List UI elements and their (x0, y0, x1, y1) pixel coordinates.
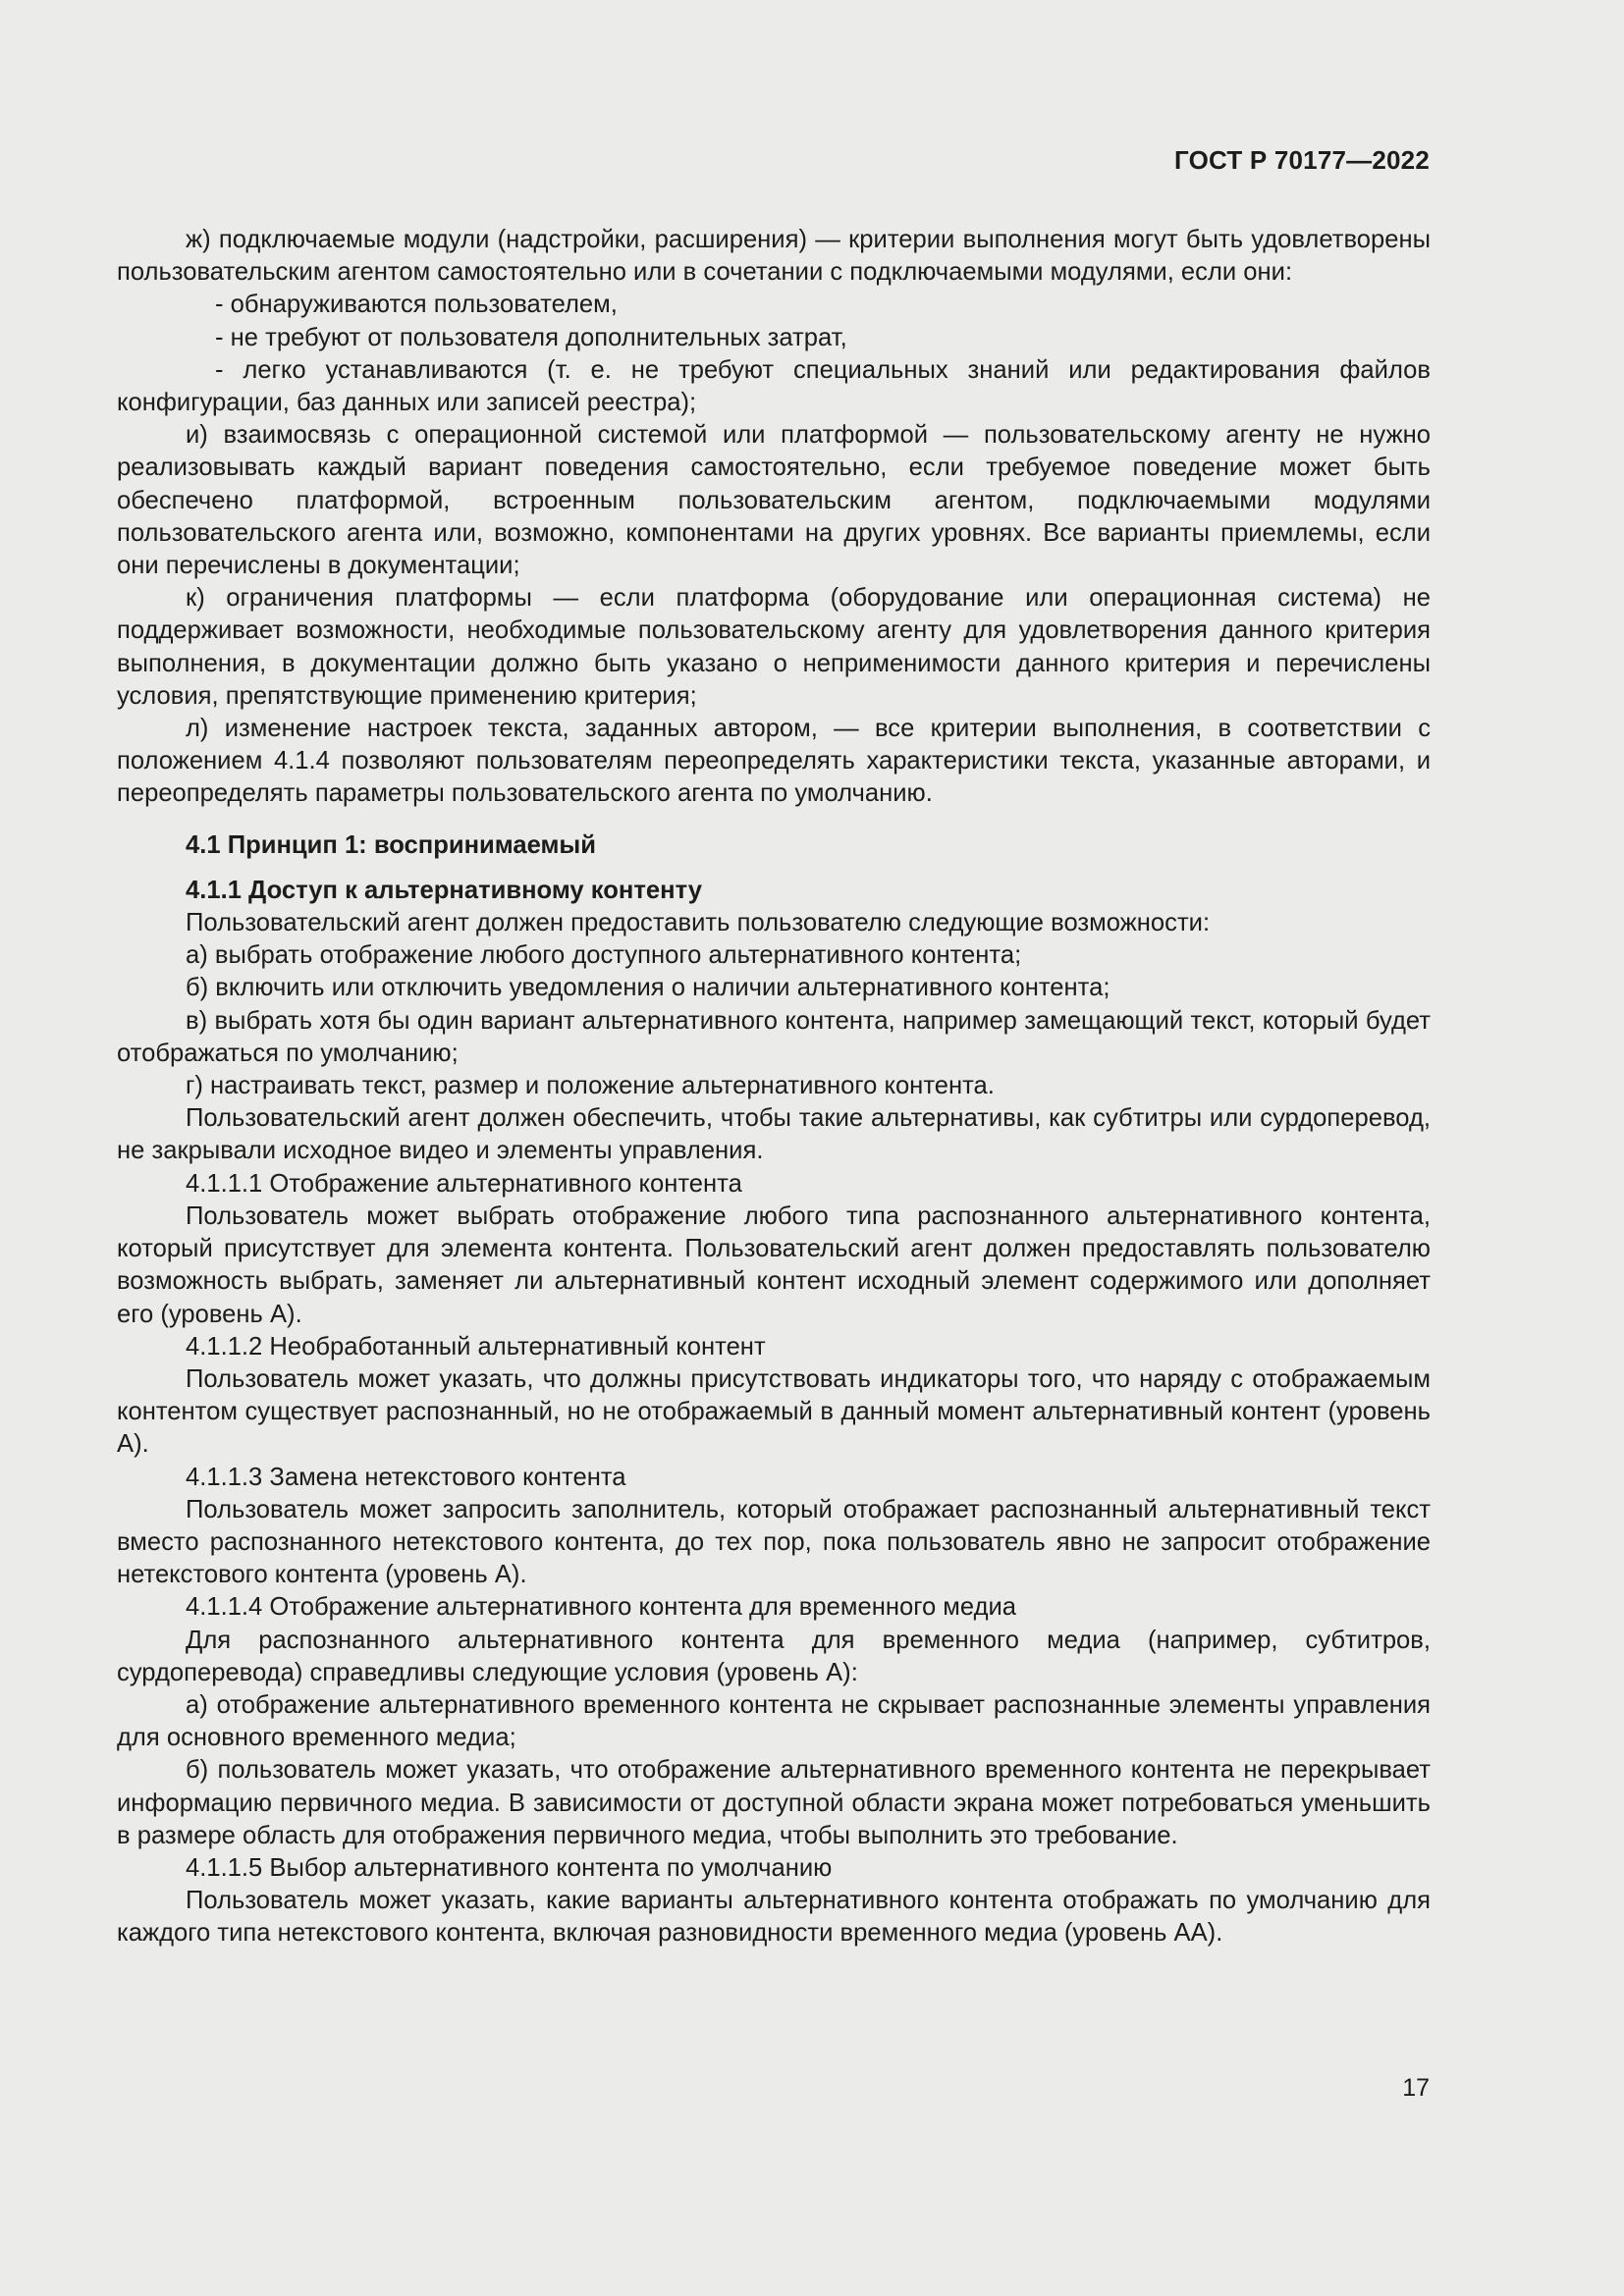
subsection-heading-4-1-1-4: 4.1.1.4 Отображение альтернативного контента для временного медиа (186, 1593, 1017, 1622)
list-item-v: в) выбрать хотя бы один вариант альтернативного контента, например замещающий текст, который будет отображаться по умолчанию; (117, 1006, 1431, 1067)
paragraph-l-text-overrides: л) изменение настроек текста, заданных автором, — все критерии выполнения, в соответствии с положением 4.1.4 позволяют пользователям переопределять характеристики текста, указанные авторами, и переопределять параметры пользовательского агента по умолчанию. (117, 715, 1431, 808)
paragraph-4-1-1-4: Для распознанного альтернативного контента для временного медиа (например, субтитров, сурдоперевода) справедливы следующие условия (уровень А): (117, 1626, 1431, 1686)
paragraph-i-os-platform: и) взаимосвязь с операционной системой или платформой — пользовательскому агенту не нужно реализовывать каждый вариант поведения самостоятельно, если требуемое поведение может быть обеспечено платформой, встроенным пользовательским агентом, подключаемыми модулями пользовательского агента или, возможно, компонентами на других уровнях. Все варианты приемлемы, если они перечислены в документации; (117, 421, 1431, 580)
paragraph-capabilities-intro: Пользовательский агент должен предоставить пользователю следующие возможности: (186, 909, 1211, 937)
body-text (117, 224, 1431, 1950)
list-item-g: г) настраивать текст, размер и положение альтернативного контента. (186, 1072, 995, 1100)
paragraph-4-1-1-3: Пользователь может запросить заполнитель, который отображает распознанный альтернативный текст вместо распознанного нетекстового контента, до тех пор, пока пользователь явно не запросит отображение нетекстового контента (уровень А). (117, 1495, 1431, 1589)
paragraph-4-1-1-1: Пользователь может выбрать отображение любого типа распознанного альтернативного контента, который присутствует для элемента контента. Пользовательский агент должен предоставлять пользователю возможность выбрать, заменяет ли альтернативный контент исходный элемент содержимого или дополняет его (уровень А). (117, 1201, 1431, 1328)
list-item-b: б) включить или отключить уведомления о наличии альтернативного контента; (186, 974, 1110, 1002)
list-item-discoverable: - обнаруживаются пользователем, (215, 291, 618, 319)
list-item-4-1-1-4-a: а) отображение альтернативного временного контента не скрывает распознанные элементы управления для основного временного медиа; (117, 1690, 1431, 1752)
page-number: 17 (1402, 2074, 1430, 2102)
list-item-a: а) выбрать отображение любого доступного альтернативного контента; (186, 941, 1022, 970)
paragraph-4-1-1-5: Пользователь может указать, какие варианты альтернативного контента отображать по умолчанию для каждого типа нетекстового контента, включая разновидности временного медиа (уровень АА). (117, 1887, 1431, 1948)
section-heading-4-1-1: 4.1.1 Доступ к альтернативному контенту (186, 876, 702, 904)
subsection-heading-4-1-1-3: 4.1.1.3 Замена нетекстового контента (186, 1463, 626, 1491)
paragraph-captions-no-obscure: Пользовательский агент должен обеспечить, чтобы такие альтернативы, как субтитры или сурдоперевод, не закрывали исходное видео и элементы управления. (117, 1104, 1431, 1165)
paragraph-k-platform-limits: к) ограничения платформы — если платформа (оборудование или операционная система) не поддерживает возможности, необходимые пользовательскому агенту для удовлетворения данного критерия выполнения, в документации должно быть указано о неприменимости данного критерия и перечислены условия, препятствующие применению критерия; (117, 584, 1431, 710)
list-item-no-extra-cost: - не требуют от пользователя дополнительных затрат, (215, 323, 847, 351)
paragraph-zh-plugins: ж) подключаемые модули (надстройки, расширения) — критерии выполнения могут быть удовлетворены пользовательским агентом самостоятельно или в сочетании с подключаемыми модулями, если они: (117, 226, 1431, 287)
list-item-easy-install: - легко устанавливаются (т. е. не требуют специальных знаний или редактирования файлов конфигурации, баз данных или записей реестра); (117, 355, 1431, 417)
section-heading-4-1: 4.1 Принцип 1: воспринимаемый (186, 830, 597, 859)
subsection-heading-4-1-1-1: 4.1.1.1 Отображение альтернативного контента (186, 1169, 742, 1198)
subsection-heading-4-1-1-2: 4.1.1.2 Необработанный альтернативный контент (186, 1332, 766, 1361)
subsection-heading-4-1-1-5: 4.1.1.5 Выбор альтернативного контента по умолчанию (186, 1853, 833, 1882)
paragraph-4-1-1-2: Пользователь может указать, что должны присутствовать индикаторы того, что наряду с отображаемым контентом существует распознанный, но не отображаемый в данный момент альтернативный контент (уровень А). (117, 1364, 1431, 1459)
list-item-4-1-1-4-b: б) пользователь может указать, что отображение альтернативного временного контента не перекрывает информацию первичного медиа. В зависимости от доступной области экрана может потребоваться уменьшить в размере область для отображения первичного медиа, чтобы выполнить это требование. (117, 1756, 1431, 1849)
standard-code-header: ГОСТ Р 70177—2022 (1174, 145, 1430, 175)
